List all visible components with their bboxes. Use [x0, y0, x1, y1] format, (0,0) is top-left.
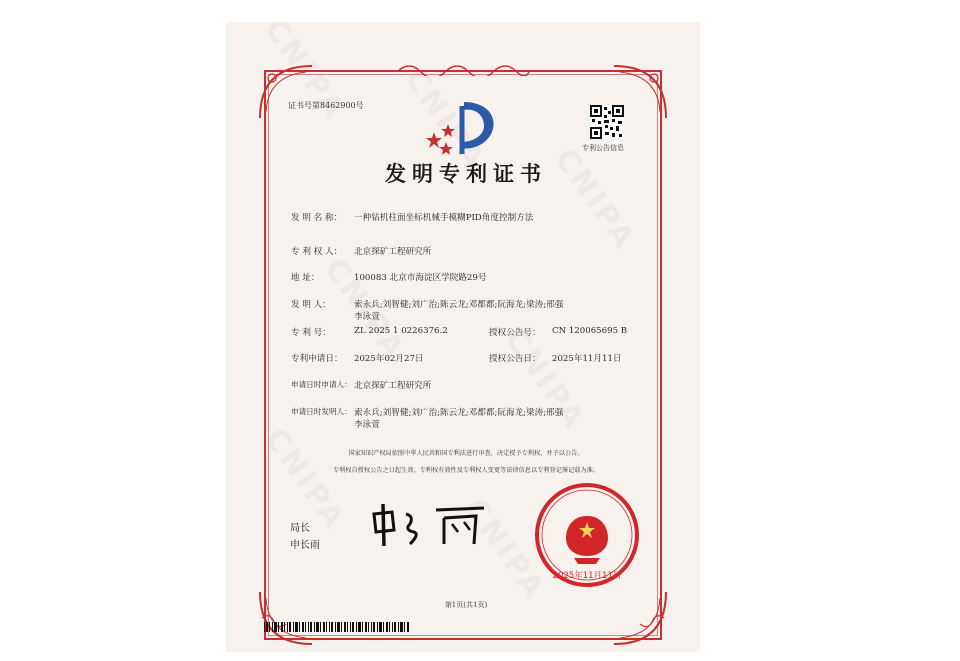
- field-value: 索永兵;刘智健;刘广治;陈云龙;邓都都;阮海龙;梁涛;邢强: [354, 300, 564, 310]
- director-title: 局长: [290, 523, 310, 534]
- field-dates: [226, 352, 700, 364]
- field-value: 北京探矿工程研究所: [354, 381, 432, 391]
- field-value: 索永兵;刘智健;刘广治;陈云龙;邓都都;阮海龙;梁涛;邢强: [354, 408, 564, 418]
- field-label: 专利申请日：: [291, 354, 343, 364]
- field-label: 发 明 名 称：: [291, 213, 343, 223]
- field-value: ZL 2025 1 0226376.2: [354, 326, 448, 336]
- field-label: 申请日时申请人：: [291, 380, 352, 389]
- field-label: 专 利 权 人：: [291, 247, 343, 257]
- director-name: 申长雨: [290, 540, 320, 551]
- legal-note-line: 国家知识产权局依照中华人民共和国专利法进行审查，决定授予专利权，并予以公告。: [348, 450, 584, 457]
- barcode-icon: [264, 622, 410, 632]
- field-label: 地 址：: [291, 273, 320, 283]
- field-value: CN 120065695 B: [552, 326, 628, 336]
- signature-icon: [364, 500, 494, 550]
- field-patentee: [226, 245, 700, 257]
- legal-note-line: 专利权自授权公告之日起生效。专利权有效性及专利权人变更等法律信息以专利登记簿记载为准。: [332, 467, 600, 474]
- field-value: 李泳萱: [354, 420, 380, 430]
- field-address: [226, 271, 700, 283]
- qr-code-icon: [590, 105, 624, 139]
- page-number: 第1页(共1页): [444, 601, 488, 609]
- certificate-number: 证书号第8462900号: [288, 101, 364, 110]
- field-inventors: [226, 298, 700, 322]
- ornament-top-icon: [393, 62, 533, 76]
- field-patent-number: [226, 326, 700, 338]
- field-label: 授权公告日：: [489, 354, 541, 364]
- field-applicant-inventors: [226, 406, 700, 430]
- field-value: 李泳萱: [354, 312, 380, 322]
- field-value: 2025年02月27日: [354, 354, 424, 364]
- cnipa-logo-icon: [426, 98, 502, 162]
- field-label: 授权公告号：: [489, 328, 541, 338]
- ornament-corner-icon: [256, 62, 316, 122]
- certificate-title: 发明专利证书: [385, 161, 547, 186]
- field-invention-name: [226, 211, 700, 223]
- field-label: 发 明 人：: [291, 300, 331, 310]
- field-value: 2025年11月11日: [552, 354, 622, 364]
- field-label: 专 利 号：: [291, 328, 331, 338]
- field-label: 申请日时发明人：: [291, 407, 352, 416]
- certificate-sheet: [226, 22, 700, 652]
- qr-caption: 专利公告信息: [582, 144, 624, 152]
- field-value: 100083 北京市海淀区学院路29号: [354, 273, 487, 283]
- official-seal-icon: [532, 480, 642, 590]
- ornament-corner-icon: [610, 588, 670, 648]
- seal-date: 2025年11月11日: [552, 571, 622, 581]
- ornament-corner-icon: [256, 588, 316, 648]
- field-value: 一种钻机柱面坐标机械手模糊PID角度控制方法: [354, 213, 534, 223]
- field-value: 北京探矿工程研究所: [354, 247, 432, 257]
- field-applicant: [226, 379, 700, 391]
